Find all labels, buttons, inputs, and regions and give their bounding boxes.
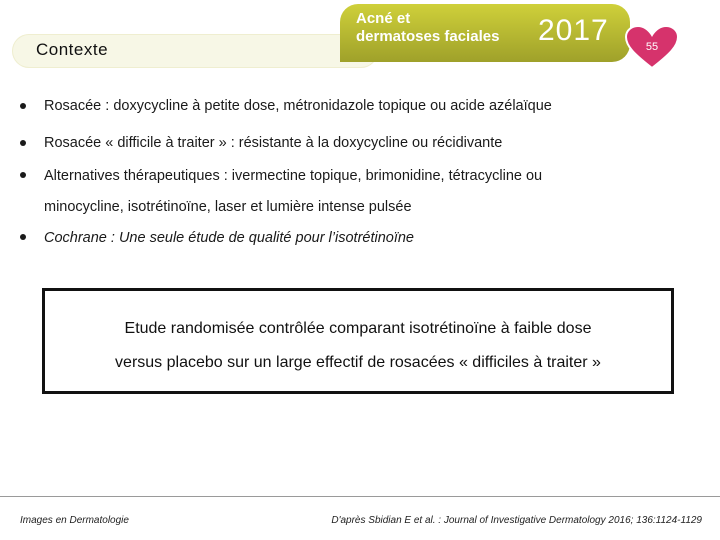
bullet-dot (20, 103, 26, 109)
study-line2: versus placebo sur un large effectif de rosacées « difficiles à traiter » (115, 354, 601, 371)
bullet-3-line2: minocycline, isotrétinoïne, laser et lumière intense pulsée (44, 199, 412, 215)
course-year: 2017 (538, 14, 609, 47)
study-line1: Etude randomisée contrôlée comparant isotrétinoïne à faible dose (124, 320, 592, 337)
bullet-2: Rosacée « difficile à traiter » : résistante à la doxycycline ou récidivante (44, 135, 503, 151)
bullet-1: Rosacée : doxycycline à petite dose, métronidazole topique ou acide azélaïque (44, 98, 552, 114)
page-number: 55 (645, 41, 659, 53)
course-title-line2: dermatoses faciales (356, 28, 500, 45)
bullet-dot (20, 140, 26, 146)
study-description (45, 312, 671, 380)
footer-citation: D'après Sbidian E et al. : Journal of Investigative Dermatology 2016; 136:1124-1129 (331, 515, 702, 526)
footer-divider (0, 496, 720, 497)
bullet-3 (44, 161, 684, 223)
section-title: Contexte (36, 40, 109, 59)
bullet-dot (20, 234, 26, 240)
bullet-4: Cochrane : Une seule étude de qualité pour l’isotrétinoïne (44, 230, 414, 246)
course-title-line1: Acné et (356, 10, 411, 27)
course-title (356, 10, 546, 46)
footer-source: Images en Dermatologie (20, 515, 129, 526)
bullet-dot (20, 172, 26, 178)
bullet-3-line1: Alternatives thérapeutiques : ivermectine topique, brimonidine, tétracycline ou (44, 168, 543, 184)
